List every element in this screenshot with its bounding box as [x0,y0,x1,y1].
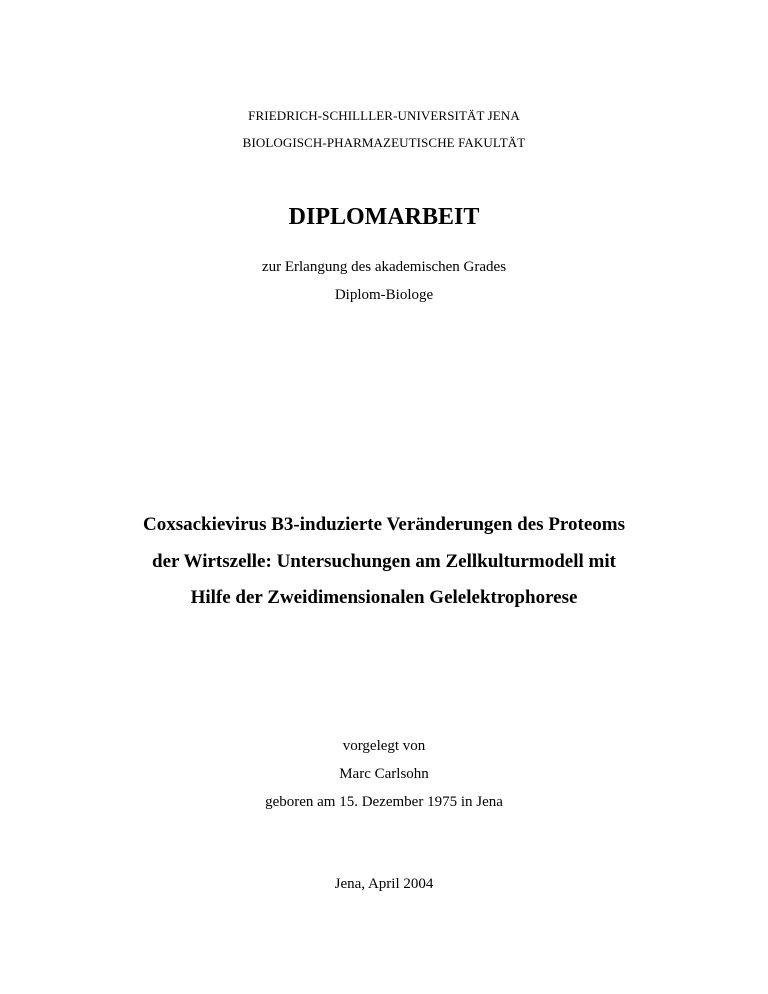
degree-purpose: zur Erlangung des akademischen Grades [261,259,507,275]
university-name: FRIEDRICH-SCHILLLER-UNIVERSITÄT JENA [248,108,520,123]
author-birth: geboren am 15. Dezember 1975 in Jena [265,794,503,810]
document-type: DIPLOMARBEIT [288,204,480,230]
author-name: Marc Carlsohn [339,766,429,782]
thesis-title-line-1: Coxsackievirus B3-induzierte Veränderungen des Proteoms [142,514,626,535]
submitted-by-label: vorgelegt von [342,738,426,754]
thesis-title-line-3: Hilfe der Zweidimensionalen Gelelektrophorese [190,587,578,608]
degree-name: Diplom-Biologe [334,287,434,303]
place-and-date: Jena, April 2004 [334,876,434,892]
faculty-name: BIOLOGISCH-PHARMAZEUTISCHE FAKULTÄT [242,135,526,150]
thesis-title-line-2: der Wirtszelle: Untersuchungen am Zellkulturmodell mit [152,551,616,572]
